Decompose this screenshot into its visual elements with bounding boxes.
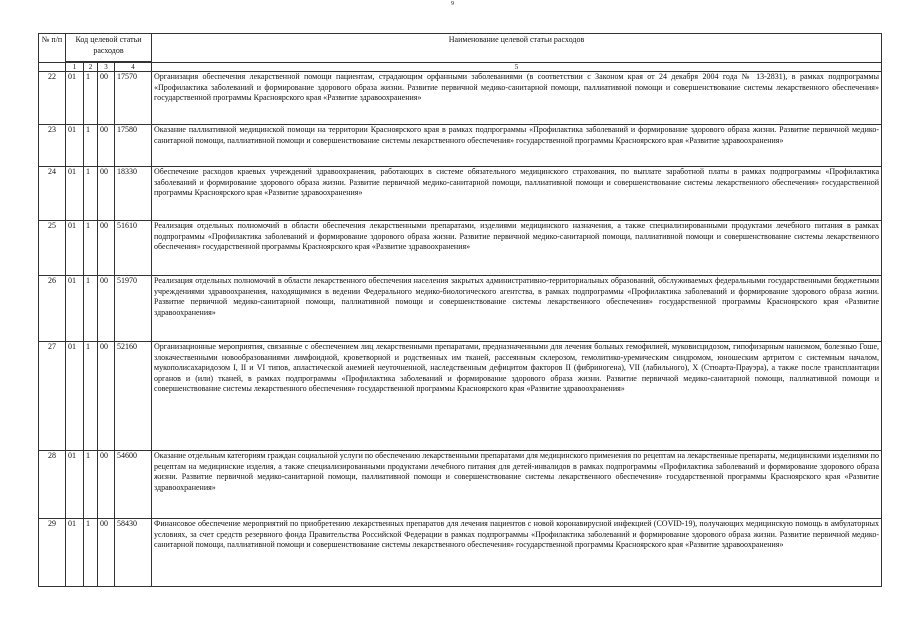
direction-code: 00 xyxy=(98,221,115,276)
table-row xyxy=(39,519,882,587)
row-number: 23 xyxy=(39,125,66,167)
subprogram-code: 1 xyxy=(84,72,98,125)
col-number: 3 xyxy=(98,63,115,72)
column-numbers-row xyxy=(39,63,882,72)
expense-name: Финансовое обеспечение мероприятий по приобретению лекарственных препаратов для лечения пациентов с новой коронавирусной инфекцией (COVID-19), получающих медицинскую помощь в амбулаторных условиях, за счет средств резервного фонда Правительства Российской Федерации в рамках подпрограммы «Профилактика заболеваний и формирование здорового образа жизни. Развитие первичной медико-санитарной помощи, паллиативной помощи и совершенствование системы лекарственного обеспечения» государственной программы Красноярского края «Развитие здравоохранения» xyxy=(152,519,882,587)
row-number: 28 xyxy=(39,451,66,519)
col-number xyxy=(39,63,66,72)
row-number: 22 xyxy=(39,72,66,125)
expense-name: Оказание паллиативной медицинской помощи на территории Красноярского края в рамках подпрограммы «Профилактика заболеваний и формирование здорового образа жизни. Развитие первичной медико-санитарной помощи, паллиативной помощи и совершенствование системы лекарственного обеспечения» государственной программы Красноярского края «Развитие здравоохранения» xyxy=(152,125,882,167)
direction-code: 00 xyxy=(98,342,115,451)
program-code: 01 xyxy=(66,167,84,221)
direction-code: 00 xyxy=(98,167,115,221)
program-code: 01 xyxy=(66,276,84,342)
num-header: № п/п xyxy=(39,34,66,63)
subprogram-code: 1 xyxy=(84,221,98,276)
expense-name: Организационные мероприятия, связанные с обеспечением лиц лекарственными препаратами, предназначенными для лечения больных гемофилией, муковисцидозом, гипофизарным нанизмом, болезнью Гоше, злокачественными новообразованиями лимфоидной, кроветворной и родственных им тканей, рассеянным склерозом, гемолитико-уремическим синдромом, юношеским артритом с системным началом, мукополисахаридозом I, II и VI типов, апластической анемией неуточненной, наследственным дефицитом факторов II (фибриногена), VII (лабильного), X (Стюарта-Прауэра), а также после трансплантации органов и (или) тканей, в рамках подпрограммы «Профилактика заболеваний и формирование здорового образа жизни. Развитие первичной медико-санитарной помощи, паллиативной помощи и совершенствование системы лекарственного обеспечения» государственной программы Красноярского края «Развитие здравоохранения» xyxy=(152,342,882,451)
expense-code: 51970 xyxy=(115,276,152,342)
subprogram-code: 1 xyxy=(84,167,98,221)
expense-name: Обеспечение расходов краевых учреждений здравоохранения, работающих в системе обязательного медицинского страхования, по выплате заработной платы в рамках подпрограммы «Профилактика заболеваний и формирование здорового образа жизни. Развитие первичной медико-санитарной помощи, паллиативной помощи и совершенствование системы лекарственного обеспечения» государственной программы Красноярского края «Развитие здравоохранения» xyxy=(152,167,882,221)
code-header: Код целевой статьи расходов xyxy=(66,34,152,62)
table-row xyxy=(39,221,882,276)
table-row xyxy=(39,72,882,125)
table-row xyxy=(39,167,882,221)
expense-name: Оказание отдельным категориям граждан социальной услуги по обеспечению лекарственными препаратами для медицинского применения по рецептам на лекарственные препараты, медицинскими изделиями по рецептам на медицинские изделия, а также специализированными продуктами лечебного питания для детей-инвалидов в рамках подпрограммы «Профилактика заболеваний и формирование здорового образа жизни. Развитие первичной медико-санитарной помощи, паллиативной помощи и совершенствование системы лекарственного обеспечения» государственной программы Красноярского края «Развитие здравоохранения» xyxy=(152,451,882,519)
table-row xyxy=(39,342,882,451)
direction-code: 00 xyxy=(98,451,115,519)
expense-code: 18330 xyxy=(115,167,152,221)
page-number: 9 xyxy=(451,1,454,7)
direction-code: 00 xyxy=(98,125,115,167)
expense-code: 58430 xyxy=(115,519,152,587)
row-number: 29 xyxy=(39,519,66,587)
expense-items-table xyxy=(38,33,882,587)
direction-code: 00 xyxy=(98,519,115,587)
subprogram-code: 1 xyxy=(84,342,98,451)
row-number: 24 xyxy=(39,167,66,221)
expense-code: 54600 xyxy=(115,451,152,519)
expense-name: Организация обеспечения лекарственной помощи пациентам, страдающим орфанными заболеваниями (в соответствии с Законом края от 24 декабря 2004 года № 13-2831), в рамках подпрограммы «Профилактика заболеваний и формирование здорового образа жизни. Развитие первичной медико-санитарной помощи, паллиативной помощи и совершенствование системы лекарственного обеспечения» государственной программы Красноярского края «Развитие здравоохранения» xyxy=(152,72,882,125)
expense-code: 52160 xyxy=(115,342,152,451)
program-code: 01 xyxy=(66,451,84,519)
direction-code: 00 xyxy=(98,72,115,125)
row-number: 27 xyxy=(39,342,66,451)
subprogram-code: 1 xyxy=(84,276,98,342)
table-row xyxy=(39,276,882,342)
col-number: 2 xyxy=(84,63,98,72)
expense-code: 51610 xyxy=(115,221,152,276)
program-code: 01 xyxy=(66,221,84,276)
subprogram-code: 1 xyxy=(84,451,98,519)
expense-code: 17570 xyxy=(115,72,152,125)
expense-name: Реализация отдельных полномочий в области лекарственного обеспечения населения закрытых административно-территориальных образований, обслуживаемых федеральными государственными бюджетными учреждениями здравоохранения, находящимися в ведении Федерального медико-биологического агентства, в рамках подпрограммы «Профилактика заболеваний и формирование здорового образа жизни. Развитие первичной медико-санитарной помощи, паллиативной помощи и совершенствование системы лекарственного обеспечения» государственной программы Красноярского края «Развитие здравоохранения» xyxy=(152,276,882,342)
expense-code: 17580 xyxy=(115,125,152,167)
col-number: 4 xyxy=(115,63,152,72)
subprogram-code: 1 xyxy=(84,125,98,167)
row-number: 25 xyxy=(39,221,66,276)
direction-code: 00 xyxy=(98,276,115,342)
program-code: 01 xyxy=(66,342,84,451)
col-number: 5 xyxy=(152,63,882,72)
program-code: 01 xyxy=(66,125,84,167)
table-row xyxy=(39,125,882,167)
table-row xyxy=(39,451,882,519)
row-number: 26 xyxy=(39,276,66,342)
program-code: 01 xyxy=(66,519,84,587)
subprogram-code: 1 xyxy=(84,519,98,587)
expense-name: Реализация отдельных полномочий в области обеспечения лекарственными препаратами, изделиями медицинского назначения, а также специализированными продуктами лечебного питания в рамках подпрограммы «Профилактика заболеваний и формирование здорового образа жизни. Развитие первичной медико-санитарной помощи, паллиативной помощи и совершенствование системы лекарственного обеспечения» государственной программы Красноярского края «Развитие здравоохранения» xyxy=(152,221,882,276)
program-code: 01 xyxy=(66,72,84,125)
name-header: Наименование целевой статьи расходов xyxy=(152,34,882,63)
col-number: 1 xyxy=(66,63,84,72)
